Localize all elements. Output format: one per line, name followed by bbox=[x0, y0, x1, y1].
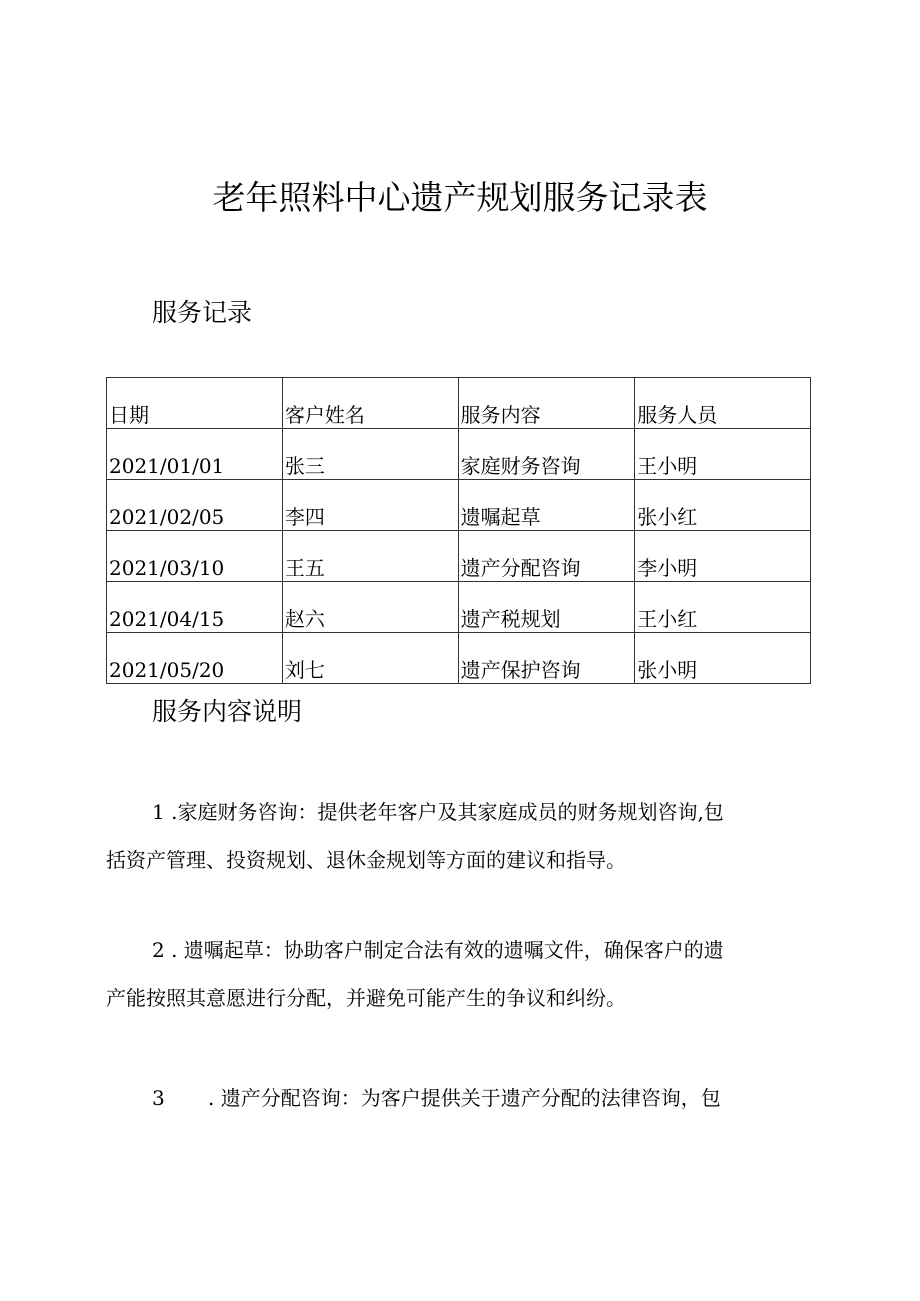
cell-staff: 张小明 bbox=[635, 633, 811, 684]
header-cell-date: 日期 bbox=[107, 378, 283, 429]
paragraph-line: 2 . 遗嘱起草：协助客户制定合法有效的遗嘱文件，确保客户的遗 bbox=[152, 938, 724, 962]
table-row bbox=[107, 582, 811, 633]
header-cell-service: 服务内容 bbox=[458, 378, 635, 429]
paragraph-line: 1 .家庭财务咨询：提供老年客户及其家庭成员的财务规划咨询,包 bbox=[152, 800, 724, 824]
cell-staff: 李小明 bbox=[635, 531, 811, 582]
paragraph-text: . 遗产分配咨询：为客户提供关于遗产分配的法律咨询，包 bbox=[208, 1086, 721, 1110]
table-row bbox=[107, 633, 811, 684]
section-heading-description: 服务内容说明 bbox=[152, 697, 303, 726]
cell-service: 遗嘱起草 bbox=[458, 480, 635, 531]
cell-date: 2021/04/15 bbox=[107, 582, 283, 633]
service-records-table bbox=[106, 377, 811, 684]
description-paragraph-1 bbox=[106, 788, 816, 884]
cell-service: 家庭财务咨询 bbox=[458, 429, 635, 480]
cell-date: 2021/02/05 bbox=[107, 480, 283, 531]
table-row bbox=[107, 480, 811, 531]
page-title: 老年照料中心遗产规划服务记录表 bbox=[212, 178, 708, 217]
cell-service: 遗产保护咨询 bbox=[458, 633, 635, 684]
cell-date: 2021/01/01 bbox=[107, 429, 283, 480]
cell-client: 赵六 bbox=[282, 582, 458, 633]
section-heading-records: 服务记录 bbox=[152, 298, 253, 327]
cell-client: 张三 bbox=[282, 429, 458, 480]
cell-date: 2021/03/10 bbox=[107, 531, 283, 582]
cell-service: 遗产分配咨询 bbox=[458, 531, 635, 582]
description-paragraph-2 bbox=[106, 926, 816, 1022]
cell-staff: 王小红 bbox=[635, 582, 811, 633]
table-row bbox=[107, 531, 811, 582]
item-number: 3 bbox=[152, 1086, 165, 1110]
cell-client: 李四 bbox=[282, 480, 458, 531]
cell-client: 王五 bbox=[282, 531, 458, 582]
paragraph-line: 括资产管理、投资规划、退休金规划等方面的建议和指导。 bbox=[106, 848, 626, 872]
table-row bbox=[107, 429, 811, 480]
table-header-row bbox=[107, 378, 811, 429]
cell-staff: 王小明 bbox=[635, 429, 811, 480]
cell-client: 刘七 bbox=[282, 633, 458, 684]
paragraph-line: 产能按照其意愿进行分配，并避免可能产生的争议和纠纷。 bbox=[106, 986, 626, 1010]
cell-staff: 张小红 bbox=[635, 480, 811, 531]
cell-service: 遗产税规划 bbox=[458, 582, 635, 633]
header-cell-client: 客户姓名 bbox=[282, 378, 458, 429]
header-cell-staff: 服务人员 bbox=[635, 378, 811, 429]
description-paragraph-3 bbox=[106, 1074, 816, 1122]
cell-date: 2021/05/20 bbox=[107, 633, 283, 684]
paragraph-line bbox=[106, 1074, 816, 1122]
